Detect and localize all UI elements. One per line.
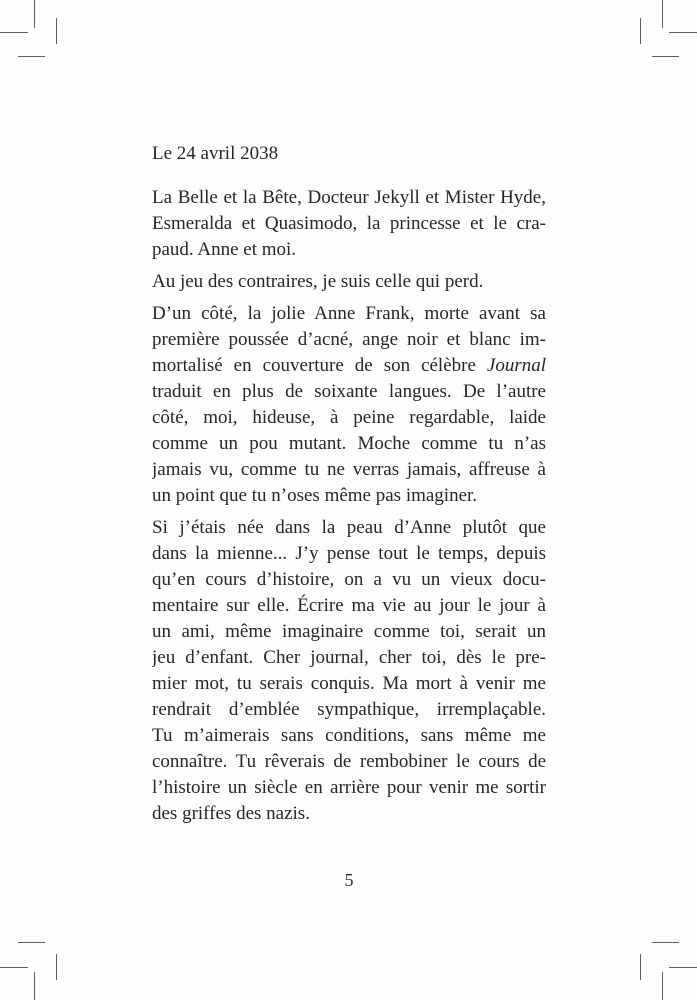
text-line: Tu m’aimerais sans conditions, sans même me xyxy=(152,725,546,746)
crop-mark-top-right-horizontal-outer xyxy=(669,32,697,33)
paragraph xyxy=(152,515,546,827)
text-line: un ami, même imaginaire comme toi, serait un xyxy=(152,621,546,642)
text-line: connaître. Tu rêverais de rembobiner le cours de xyxy=(152,751,546,772)
crop-mark-top-right-horizontal-inner xyxy=(652,56,679,57)
crop-mark-bottom-right-horizontal-outer xyxy=(669,967,697,968)
text-line: l’histoire un siècle en arrière pour venir me sortir xyxy=(152,777,546,798)
page-body xyxy=(152,185,546,827)
text-line: mier mot, tu serais conquis. Ma mort à venir me xyxy=(152,673,546,694)
text-line: jamais vu, comme tu ne verras jamais, affreuse à xyxy=(152,459,546,480)
crop-mark-top-right-vertical-outer xyxy=(662,0,663,28)
text-line: Si j’étais née dans la peau d’Anne plutôt que xyxy=(152,517,546,538)
text-line: jeu d’enfant. Cher journal, cher toi, dès le pre- xyxy=(152,647,546,668)
date-heading: Le 24 avril 2038 xyxy=(152,143,279,164)
text-column xyxy=(152,141,546,827)
crop-mark-top-left-vertical-outer xyxy=(34,0,35,28)
crop-mark-bottom-left-horizontal-inner xyxy=(18,942,45,943)
text-line: comme un pou mutant. Moche comme tu n’as xyxy=(152,433,546,454)
text-line: rendrait d’emblée sympathique, irremplaçable. xyxy=(152,699,546,720)
text-line: D’un côté, la jolie Anne Frank, morte avant sa xyxy=(152,303,546,324)
text-line: qu’en cours d’histoire, on a vu un vieux docu- xyxy=(152,569,546,590)
text-line: La Belle et la Bête, Docteur Jekyll et Mister Hyde, xyxy=(152,187,546,208)
crop-mark-bottom-right-vertical-outer xyxy=(662,972,663,1000)
text-line: dans la mienne... J’y pense tout le temps, depuis xyxy=(152,543,546,564)
crop-mark-bottom-left-horizontal-outer xyxy=(0,967,28,968)
crop-mark-top-left-horizontal-outer xyxy=(0,32,28,33)
crop-mark-bottom-right-vertical-inner xyxy=(640,954,641,980)
crop-mark-top-right-vertical-inner xyxy=(640,18,641,44)
text-line: Esmeralda et Quasimodo, la princesse et le cra- xyxy=(152,213,546,234)
page-number: 5 xyxy=(344,870,354,890)
text-line: mortalisé en couverture de son célèbre Journal xyxy=(152,355,546,376)
crop-mark-bottom-right-horizontal-inner xyxy=(652,942,679,943)
text-line: mentaire sur elle. Écrire ma vie au jour le jour à xyxy=(152,595,546,616)
paragraph xyxy=(152,185,546,263)
crop-mark-top-left-horizontal-inner xyxy=(18,56,45,57)
paragraph xyxy=(152,301,546,509)
text-line: côté, moi, hideuse, à peine regardable, laide xyxy=(152,407,546,428)
text-line: Au jeu des contraires, je suis celle qui perd. xyxy=(152,271,484,292)
text-line: traduit en plus de soixante langues. De l’autre xyxy=(152,381,546,402)
text-line: un point que tu n’oses même pas imaginer. xyxy=(152,485,478,506)
crop-mark-top-left-vertical-inner xyxy=(56,18,57,44)
text-line: première poussée d’acné, ange noir et blanc im- xyxy=(152,329,546,350)
text-line: paud. Anne et moi. xyxy=(152,239,297,260)
crop-mark-bottom-left-vertical-outer xyxy=(34,972,35,1000)
paragraph xyxy=(152,269,546,295)
crop-mark-bottom-left-vertical-inner xyxy=(56,954,57,980)
text-line: des griffes des nazis. xyxy=(152,803,310,824)
